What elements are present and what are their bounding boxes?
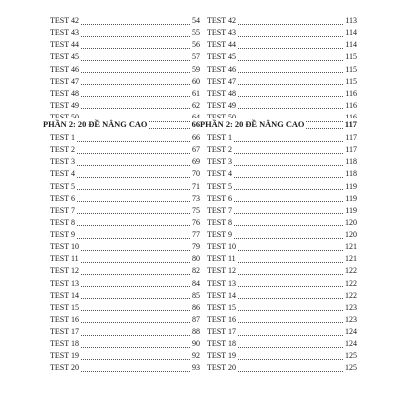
toc-entry[interactable] xyxy=(50,290,200,302)
toc-entry-label: TEST 46 xyxy=(207,64,237,76)
toc-entry[interactable] xyxy=(50,241,200,253)
toc-entry-page: 123 xyxy=(344,314,357,326)
toc-entry[interactable] xyxy=(50,314,200,326)
toc-entry-label: TEST 20 xyxy=(50,362,80,374)
toc-entry-page: 75 xyxy=(191,205,200,217)
section-title: PHẦN 2: 20 ĐỀ NÂNG CAO xyxy=(200,118,305,132)
toc-entry-label: TEST 46 xyxy=(50,64,80,76)
toc-entry-page: 88 xyxy=(191,326,200,338)
toc-entry[interactable] xyxy=(207,265,357,277)
toc-entry-page: 54 xyxy=(191,15,200,27)
toc-entry[interactable] xyxy=(50,302,200,314)
toc-entry[interactable] xyxy=(207,205,357,217)
toc-entry-page: 125 xyxy=(344,350,357,362)
toc-entry[interactable] xyxy=(50,15,200,27)
toc-entry-label: TEST 43 xyxy=(207,27,237,39)
toc-entry[interactable] xyxy=(207,253,357,265)
toc-entry-label: TEST 5 xyxy=(50,181,76,193)
toc-entry-label: TEST 17 xyxy=(207,326,237,338)
toc-entry[interactable] xyxy=(207,156,357,168)
toc-entry-label: TEST 14 xyxy=(50,290,80,302)
toc-entry[interactable] xyxy=(207,168,357,180)
toc-entry[interactable] xyxy=(50,338,200,350)
toc-entry-page: 92 xyxy=(191,350,200,362)
toc-entry-page: 93 xyxy=(191,362,200,374)
toc-entry-page: 77 xyxy=(191,229,200,241)
toc-entry[interactable] xyxy=(50,76,200,88)
toc-entry-label: TEST 14 xyxy=(207,290,237,302)
toc-entry[interactable] xyxy=(207,27,357,39)
toc-entry[interactable] xyxy=(50,132,200,144)
toc-entry-page: 124 xyxy=(344,326,357,338)
toc-entry-label: TEST 6 xyxy=(50,193,76,205)
toc-entry[interactable] xyxy=(50,144,200,156)
toc-entry-page: 123 xyxy=(344,302,357,314)
toc-entry-page: 55 xyxy=(191,27,200,39)
toc-entry-page: 120 xyxy=(344,217,357,229)
toc-entry-label: TEST 19 xyxy=(50,350,80,362)
toc-entry-page: 56 xyxy=(191,39,200,51)
toc-entry-label: TEST 49 xyxy=(207,100,237,112)
toc-entry[interactable] xyxy=(207,302,357,314)
toc-entry[interactable] xyxy=(50,100,200,112)
toc-entry-label: TEST 44 xyxy=(50,39,80,51)
toc-entry[interactable] xyxy=(207,193,357,205)
toc-entry[interactable] xyxy=(207,350,357,362)
toc-entry[interactable] xyxy=(50,181,200,193)
toc-entry-label: TEST 44 xyxy=(207,39,237,51)
toc-entry-page: 125 xyxy=(344,362,357,374)
toc-entry[interactable] xyxy=(207,132,357,144)
toc-entry[interactable] xyxy=(50,253,200,265)
toc-entry-label: TEST 8 xyxy=(207,217,233,229)
toc-entry-page: 73 xyxy=(191,193,200,205)
toc-entry[interactable] xyxy=(50,27,200,39)
toc-entry-label: TEST 11 xyxy=(207,253,237,265)
toc-entry[interactable] xyxy=(50,205,200,217)
toc-entry-page: 71 xyxy=(191,181,200,193)
toc-entry-page: 114 xyxy=(344,39,357,51)
toc-entry-page: 118 xyxy=(344,156,357,168)
toc-entry-label: TEST 42 xyxy=(207,15,237,27)
toc-entry-label: TEST 10 xyxy=(207,241,237,253)
toc-entry[interactable] xyxy=(50,168,200,180)
toc-entry[interactable] xyxy=(207,144,357,156)
toc-entry-page: 86 xyxy=(191,302,200,314)
toc-entry-label: TEST 13 xyxy=(207,278,237,290)
toc-entry-label: TEST 3 xyxy=(207,156,233,168)
toc-entry-label: TEST 13 xyxy=(50,278,80,290)
toc-entry-label: TEST 12 xyxy=(50,265,80,277)
toc-entry[interactable] xyxy=(207,229,357,241)
toc-entry-label: TEST 9 xyxy=(207,229,233,241)
toc-entry-page: 69 xyxy=(191,156,200,168)
toc-entry-page: 59 xyxy=(191,64,200,76)
section-page-number: 117 xyxy=(344,118,357,132)
toc-entry-label: TEST 47 xyxy=(50,76,80,88)
toc-entry[interactable] xyxy=(207,100,357,112)
toc-entry-label: TEST 19 xyxy=(207,350,237,362)
toc-entry-page: 115 xyxy=(344,76,357,88)
toc-entry-page: 57 xyxy=(191,51,200,63)
toc-part2-section xyxy=(200,118,357,375)
toc-entry[interactable] xyxy=(207,314,357,326)
toc-entry-label: TEST 45 xyxy=(50,51,80,63)
toc-entry[interactable] xyxy=(207,326,357,338)
toc-entry[interactable] xyxy=(50,350,200,362)
section-title: PHẦN 2: 20 ĐỀ NÂNG CAO xyxy=(43,118,148,132)
toc-entry[interactable] xyxy=(50,326,200,338)
toc-entry-page: 116 xyxy=(344,88,357,100)
toc-entry-page: 122 xyxy=(344,265,357,277)
section-page-number: 66 xyxy=(191,118,200,132)
toc-entry-page: 121 xyxy=(344,253,357,265)
toc-entry[interactable] xyxy=(207,217,357,229)
toc-part2-section xyxy=(43,118,200,375)
toc-entry-label: TEST 48 xyxy=(50,88,80,100)
toc-entry-page: 117 xyxy=(344,144,357,156)
toc-entry[interactable] xyxy=(50,51,200,63)
toc-entry[interactable] xyxy=(207,15,357,27)
toc-entry-label: TEST 6 xyxy=(207,193,233,205)
toc-part2-list xyxy=(207,132,357,375)
toc-entry-label: TEST 15 xyxy=(207,302,237,314)
toc-entry-label: TEST 3 xyxy=(50,156,76,168)
toc-entry[interactable] xyxy=(207,51,357,63)
toc-entry[interactable] xyxy=(50,156,200,168)
toc-entry[interactable] xyxy=(207,76,357,88)
toc-entry[interactable] xyxy=(207,39,357,51)
toc-entry-label: TEST 10 xyxy=(50,241,80,253)
toc-entry-label: TEST 49 xyxy=(50,100,80,112)
toc-entry-page: 113 xyxy=(344,15,357,27)
toc-entry-page: 124 xyxy=(344,338,357,350)
toc-entry[interactable] xyxy=(207,64,357,76)
toc-entry-label: TEST 11 xyxy=(50,253,80,265)
toc-entry-label: TEST 8 xyxy=(50,217,76,229)
toc-entry-label: TEST 1 xyxy=(50,132,76,144)
toc-entry[interactable] xyxy=(50,265,200,277)
toc-entry-label: TEST 47 xyxy=(207,76,237,88)
toc-entry-page: 87 xyxy=(191,314,200,326)
toc-entry-label: TEST 1 xyxy=(207,132,233,144)
toc-entry-page: 115 xyxy=(344,51,357,63)
toc-entry-label: TEST 43 xyxy=(50,27,80,39)
toc-entry-page: 79 xyxy=(191,241,200,253)
toc-entry[interactable] xyxy=(207,278,357,290)
toc-entry-page: 122 xyxy=(344,290,357,302)
toc-entry[interactable] xyxy=(50,39,200,51)
toc-entry-page: 62 xyxy=(191,100,200,112)
toc-entry-label: TEST 9 xyxy=(50,229,76,241)
toc-entry-label: TEST 2 xyxy=(207,144,233,156)
toc-entry-page: 120 xyxy=(344,229,357,241)
toc-entry-label: TEST 16 xyxy=(50,314,80,326)
toc-entry-page: 122 xyxy=(344,278,357,290)
toc-entry-page: 118 xyxy=(344,168,357,180)
toc-entry[interactable] xyxy=(50,88,200,100)
toc-part2-list xyxy=(50,132,200,375)
toc-entry-page: 82 xyxy=(191,265,200,277)
toc-entry-page: 70 xyxy=(191,168,200,180)
toc-entry[interactable] xyxy=(50,278,200,290)
toc-entry-label: TEST 45 xyxy=(207,51,237,63)
toc-entry-label: TEST 4 xyxy=(207,168,233,180)
toc-entry-label: TEST 5 xyxy=(207,181,233,193)
toc-entry[interactable] xyxy=(50,229,200,241)
toc-entry-page: 60 xyxy=(191,76,200,88)
toc-entry[interactable] xyxy=(50,64,200,76)
toc-entry[interactable] xyxy=(207,181,357,193)
toc-entry-label: TEST 42 xyxy=(50,15,80,27)
toc-entry-label: TEST 18 xyxy=(207,338,237,350)
toc-entry-label: TEST 7 xyxy=(207,205,233,217)
toc-entry-label: TEST 4 xyxy=(50,168,76,180)
toc-entry[interactable] xyxy=(207,88,357,100)
toc-entry-label: TEST 16 xyxy=(207,314,237,326)
toc-entry[interactable] xyxy=(50,193,200,205)
toc-entry-page: 116 xyxy=(344,100,357,112)
toc-entry-page: 80 xyxy=(191,253,200,265)
toc-entry-page: 66 xyxy=(191,132,200,144)
toc-entry-label: TEST 2 xyxy=(50,144,76,156)
toc-entry-page: 67 xyxy=(191,144,200,156)
toc-entry-page: 119 xyxy=(344,181,357,193)
toc-part1-list xyxy=(50,15,200,124)
toc-entry-label: TEST 15 xyxy=(50,302,80,314)
toc-section-heading[interactable] xyxy=(43,118,200,132)
toc-entry-label: TEST 12 xyxy=(207,265,237,277)
toc-entry[interactable] xyxy=(207,338,357,350)
toc-entry-page: 115 xyxy=(344,64,357,76)
toc-entry-page: 84 xyxy=(191,278,200,290)
toc-entry[interactable] xyxy=(50,362,200,374)
toc-entry-page: 90 xyxy=(191,338,200,350)
toc-section-heading[interactable] xyxy=(200,118,357,132)
toc-entry-page: 119 xyxy=(344,205,357,217)
toc-entry-label: TEST 17 xyxy=(50,326,80,338)
toc-entry-page: 61 xyxy=(191,88,200,100)
toc-entry[interactable] xyxy=(50,217,200,229)
toc-entry-page: 117 xyxy=(344,132,357,144)
toc-entry-label: TEST 7 xyxy=(50,205,76,217)
toc-entry-label: TEST 48 xyxy=(207,88,237,100)
toc-entry-label: TEST 20 xyxy=(207,362,237,374)
toc-entry-page: 119 xyxy=(344,193,357,205)
toc-entry-page: 114 xyxy=(344,27,357,39)
toc-entry-page: 76 xyxy=(191,217,200,229)
toc-entry-page: 85 xyxy=(191,290,200,302)
toc-entry[interactable] xyxy=(207,290,357,302)
toc-entry[interactable] xyxy=(207,241,357,253)
toc-entry[interactable] xyxy=(207,362,357,374)
toc-entry-page: 121 xyxy=(344,241,357,253)
toc-part1-list xyxy=(207,15,357,124)
toc-entry-label: TEST 18 xyxy=(50,338,80,350)
